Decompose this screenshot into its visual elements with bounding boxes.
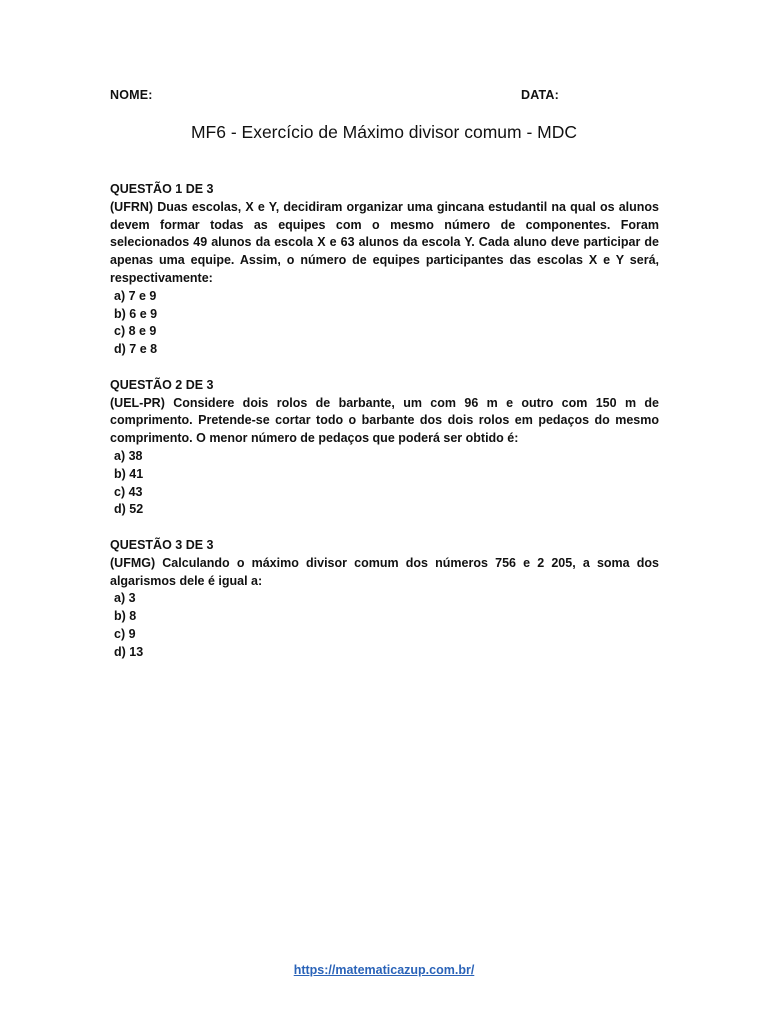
question-3 [110,537,659,662]
option-a: a) 3 [114,591,136,606]
question-heading: QUESTÃO 3 DE 3 [110,537,214,552]
options-list [110,448,659,519]
footer-link[interactable]: https://matematicazup.com.br/ [293,963,475,977]
option-c: c) 9 [114,626,136,641]
options-list [110,590,659,661]
question-1 [110,181,659,359]
option-b: b) 8 [114,609,137,624]
option-c: c) 43 [114,484,143,499]
question-text: (UFMG) Calculando o máximo divisor comum dos números 756 e 2 205, a soma dos algarismos dele é igual a: [110,555,659,588]
option-a: a) 7 e 9 [114,288,157,303]
option-a: a) 38 [114,448,143,463]
date-label: DATA: [521,88,560,102]
option-c: c) 8 e 9 [114,324,157,339]
question-heading: QUESTÃO 2 DE 3 [110,377,214,392]
question-2 [110,377,659,519]
options-list [110,288,659,359]
footer [0,963,768,977]
option-d: d) 52 [114,502,144,517]
page-title: MF6 - Exercício de Máximo divisor comum - MDC [190,122,578,142]
questions-list [110,181,659,679]
question-text: (UEL-PR) Considere dois rolos de barbante, um com 96 m e outro com 150 m de comprimento. Pretende-se cortar todo o barbante dos dois rolos em pedaços do mesmo comprimento. O menor número de pedaços que poderá ser obtido é: [110,395,659,446]
name-label: NOME: [110,88,153,102]
option-b: b) 6 e 9 [114,306,158,321]
option-b: b) 41 [114,466,144,481]
question-text: (UFRN) Duas escolas, X e Y, decidiram organizar uma gincana estudantil na qual os alunos devem formar todas as equipes com o mesmo número de componentes. Foram selecionados 49 alunos da escola X e 63 alunos da escola Y. Cada aluno deve participar de apenas uma equipe. Assim, o número de equipes participantes das escolas X e Y será, respectivamente: [110,199,659,285]
option-d: d) 7 e 8 [114,342,158,357]
option-d: d) 13 [114,644,144,659]
question-heading: QUESTÃO 1 DE 3 [110,182,214,196]
